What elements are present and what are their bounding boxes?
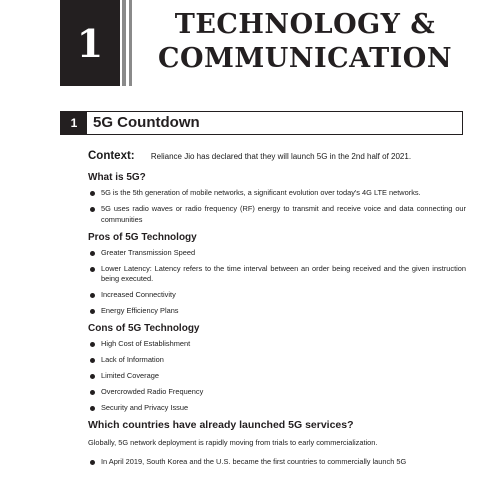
list-item: High Cost of Establishment bbox=[88, 339, 466, 350]
countries-heading: Which countries have already launched 5G services? bbox=[88, 419, 354, 431]
countries-list bbox=[88, 457, 466, 468]
context-text: Reliance Jio has declared that they will launch 5G in the 2nd half of 2021. bbox=[150, 152, 412, 161]
cons-list bbox=[88, 339, 466, 414]
pros-heading: Pros of 5G Technology bbox=[88, 231, 197, 243]
chapter-title-line-1: TECHNOLOGY & bbox=[174, 9, 436, 40]
cons-heading: Cons of 5G Technology bbox=[88, 323, 200, 334]
list-item: 5G is the 5th generation of mobile networks, a significant evolution over today's 4G LTE networks. bbox=[88, 188, 466, 199]
list-item: Increased Connectivity bbox=[88, 290, 466, 301]
pros-list bbox=[88, 248, 466, 317]
list-item: 5G uses radio waves or radio frequency (RF) energy to transmit and receive voice and data connecting our communities bbox=[88, 204, 466, 225]
list-item: Overcrowded Radio Frequency bbox=[88, 387, 466, 398]
section-header bbox=[60, 111, 463, 135]
list-item: Greater Transmission Speed bbox=[88, 248, 466, 259]
list-item: Security and Privacy Issue bbox=[88, 403, 466, 414]
chapter-stripe bbox=[129, 0, 132, 86]
context-label: Context: bbox=[88, 150, 135, 162]
chapter-number: 1 bbox=[60, 0, 120, 86]
chapter-title-line-2: COMMUNICATION bbox=[157, 43, 453, 74]
chapter-title bbox=[140, 8, 470, 76]
what-is-heading: What is 5G? bbox=[88, 172, 146, 183]
section-content bbox=[88, 150, 466, 473]
list-item: Limited Coverage bbox=[88, 371, 466, 382]
section-title: 5G Countdown bbox=[93, 114, 200, 131]
list-item: Lower Latency: Latency refers to the time interval between an order being received and the given instruction being executed. bbox=[88, 264, 466, 285]
list-item: Energy Efficiency Plans bbox=[88, 306, 466, 317]
context-line bbox=[88, 150, 466, 163]
section-number: 1 bbox=[61, 112, 87, 134]
countries-paragraph: Globally, 5G network deployment is rapidly moving from trials to early commercialization. bbox=[88, 438, 378, 447]
what-is-list bbox=[88, 188, 466, 225]
list-item: Lack of Information bbox=[88, 355, 466, 366]
list-item: In April 2019, South Korea and the U.S. became the first countries to commercially launch 5G bbox=[88, 457, 466, 468]
chapter-stripe bbox=[122, 0, 126, 86]
